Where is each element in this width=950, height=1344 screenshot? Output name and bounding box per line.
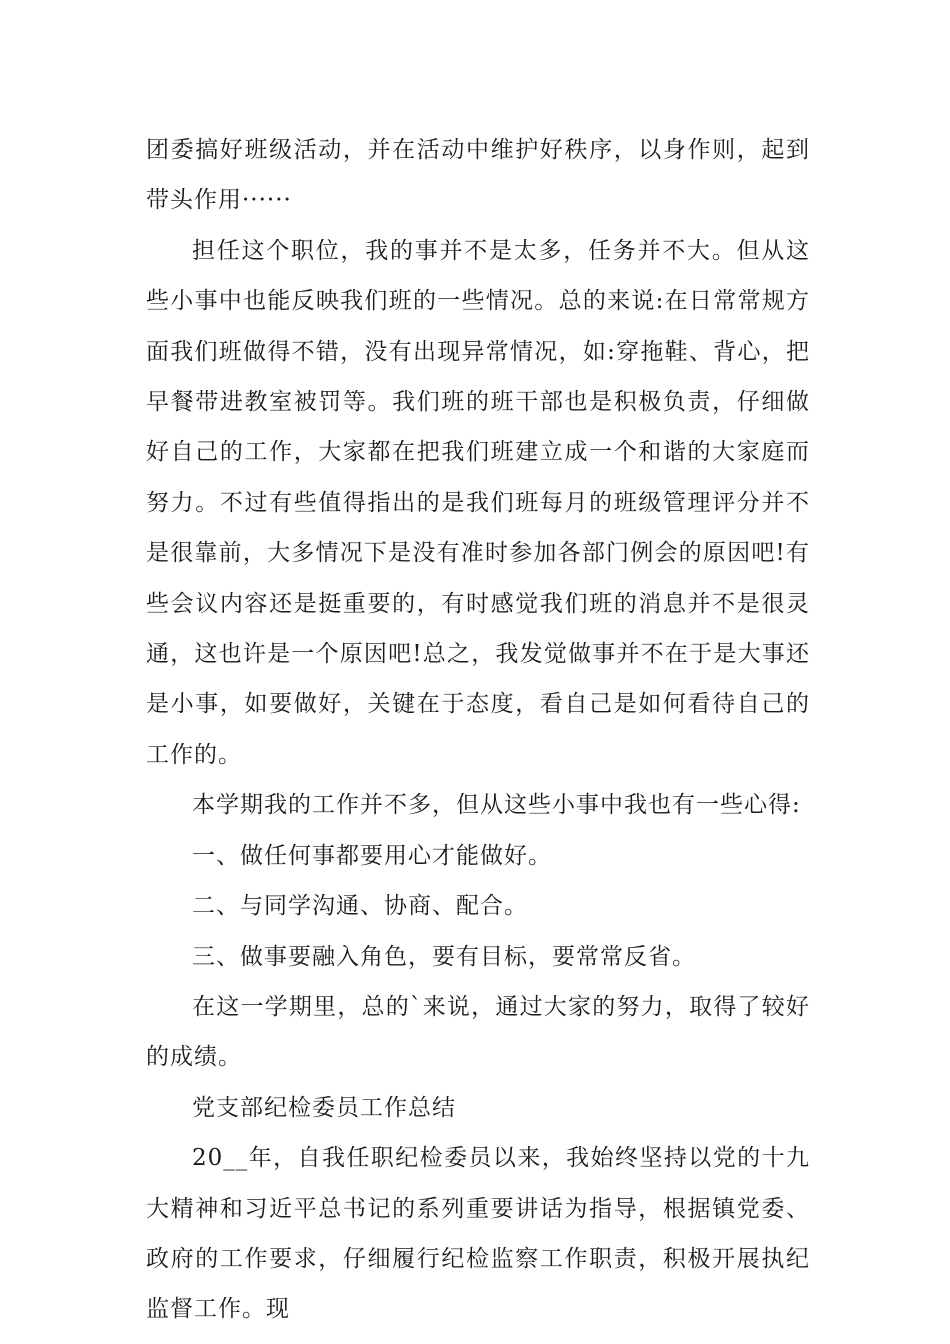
paragraph-conclusion: 在这一学期里，总的`来说，通过大家的努力，取得了较好的成绩。 xyxy=(146,993,810,1071)
paragraph-duty-summary: 担任这个职位，我的事并不是太多，任务并不大。但从这些小事中也能反映我们班的一些情况。总的来说:在日常常规方面我们班做得不错，没有出现异常情况，如:穿拖鞋、背心，把早餐带进教室被罚等。我们班的班干部也是积极负责，仔细做好自己的工作，大家都在把我们班建立成一个和谐的大家庭而努力。不过有些值得指出的是我们班每月的班级管理评分并不是很靠前，大多情况下是没有准时参加各部门例会的原因吧!有些会议内容还是挺重要的，有时感觉我们班的消息并不是很灵通，这也许是一个原因吧!总之，我发觉做事并不在于是大事还是小事，如要做好，关键在于态度，看自己是如何看待自己的工作的。 xyxy=(146,237,810,768)
list-item-2: 二、与同学沟通、协商、配合。 xyxy=(192,893,528,920)
list-item-3: 三、做事要融入角色，要有目标，要常常反省。 xyxy=(192,943,696,970)
paragraph-insights-intro: 本学期我的工作并不多，但从这些小事中我也有一些心得: xyxy=(192,792,801,819)
paragraph-section-intro: 20__年，自我任职纪检委员以来，我始终坚持以党的十九大精神和习近平总书记的系列重要讲话为指导，根据镇党委、政府的工作要求，仔细履行纪检监察工作职责，积极开展执纪监督工作。现 xyxy=(146,1145,810,1323)
document-body xyxy=(146,125,810,1335)
paragraph-continuation: 团委搞好班级活动，并在活动中维护好秩序，以身作则，起到带头作用······ xyxy=(146,137,810,214)
list-item-1: 一、做任何事都要用心才能做好。 xyxy=(192,842,552,869)
section-title: 党支部纪检委员工作总结 xyxy=(192,1094,456,1121)
